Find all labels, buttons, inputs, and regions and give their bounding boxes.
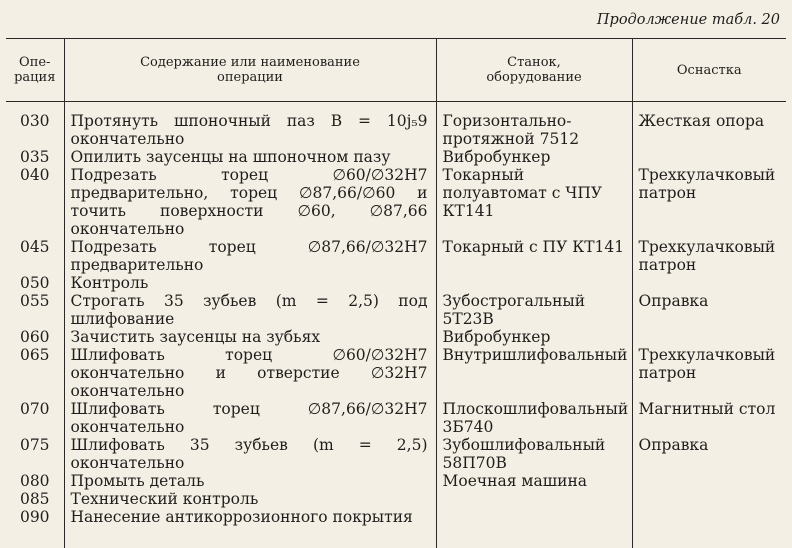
operation-machine	[436, 508, 632, 548]
operation-machine	[436, 490, 632, 508]
table-row	[6, 238, 786, 274]
operation-content: Нанесение антикоррозионного покрытия	[64, 508, 436, 548]
operation-content: Промыть деталь	[64, 472, 436, 490]
operation-tooling: Жесткая опора	[632, 102, 786, 149]
table-body	[6, 102, 786, 548]
operation-machine: Токарный полуавтомат с ЧПУ КТ141	[436, 166, 632, 238]
operation-tooling: Трехкулачковый патрон	[632, 238, 786, 274]
operation-tooling	[632, 274, 786, 292]
operation-number: 030	[6, 102, 64, 149]
operation-machine: Вибробункер	[436, 148, 632, 166]
operation-machine: Горизонтально-протяжной 7512	[436, 102, 632, 149]
header-machine: Станок, оборудование	[436, 39, 632, 102]
operation-machine: Плоскошлифовальный 3Б740	[436, 400, 632, 436]
operation-tooling	[632, 148, 786, 166]
operation-content: Протянуть шпоночный паз B = 10j₅9 окончательно	[64, 102, 436, 149]
operation-content: Зачистить заусенцы на зубьях	[64, 328, 436, 346]
table-row	[6, 472, 786, 490]
operation-machine	[436, 274, 632, 292]
operation-tooling	[632, 508, 786, 548]
operation-tooling	[632, 490, 786, 508]
operation-number: 070	[6, 400, 64, 436]
operation-machine: Токарный с ПУ КТ141	[436, 238, 632, 274]
operation-number: 065	[6, 346, 64, 400]
table-row	[6, 274, 786, 292]
operation-number: 060	[6, 328, 64, 346]
table-row	[6, 346, 786, 400]
operation-content: Шлифовать торец ∅60/∅32H7 окончательно и отверстие ∅32H7 окончательно	[64, 346, 436, 400]
header-content: Содержание или наименование операции	[64, 39, 436, 102]
operation-tooling: Оправка	[632, 292, 786, 328]
operation-content: Контроль	[64, 274, 436, 292]
table-row	[6, 508, 786, 548]
operation-content: Шлифовать 35 зубьев (m = 2,5) окончательно	[64, 436, 436, 472]
table-row	[6, 400, 786, 436]
operation-tooling: Магнитный стол	[632, 400, 786, 436]
table-row	[6, 490, 786, 508]
operation-machine: Зубошлифовальный 58П70В	[436, 436, 632, 472]
operation-content: Шлифовать торец ∅87,66/∅32H7 окончательно	[64, 400, 436, 436]
operation-tooling: Оправка	[632, 436, 786, 472]
operation-number: 090	[6, 508, 64, 548]
table-row	[6, 148, 786, 166]
header-tooling: Оснастка	[632, 39, 786, 102]
operation-tooling: Трехкулачковый патрон	[632, 346, 786, 400]
table-row	[6, 436, 786, 472]
operation-number: 075	[6, 436, 64, 472]
operation-number: 080	[6, 472, 64, 490]
operation-machine: Моечная машина	[436, 472, 632, 490]
operation-machine: Внутришлифовальный	[436, 346, 632, 400]
operation-content: Подрезать торец ∅60/∅32H7 предварительно, торец ∅87,66/∅60 и точить поверхности ∅60, ∅87,66 окончательно	[64, 166, 436, 238]
operation-number: 040	[6, 166, 64, 238]
operation-number: 050	[6, 274, 64, 292]
operation-content: Строгать 35 зубьев (m = 2,5) под шлифование	[64, 292, 436, 328]
operation-tooling: Трехкулачковый патрон	[632, 166, 786, 238]
operation-number: 055	[6, 292, 64, 328]
table-row	[6, 328, 786, 346]
operation-machine: Вибробункер	[436, 328, 632, 346]
table-caption: Продолжение табл. 20	[597, 12, 780, 28]
operation-tooling	[632, 328, 786, 346]
operation-number: 085	[6, 490, 64, 508]
operation-machine: Зубострогальный 5Т23В	[436, 292, 632, 328]
table-row	[6, 292, 786, 328]
operations-table	[6, 38, 786, 548]
header-operation: Опе- рация	[6, 39, 64, 102]
operation-content: Технический контроль	[64, 490, 436, 508]
table-row	[6, 102, 786, 149]
table-row	[6, 166, 786, 238]
operation-number: 035	[6, 148, 64, 166]
operation-tooling	[632, 472, 786, 490]
table-header-row	[6, 39, 786, 102]
operation-content: Подрезать торец ∅87,66/∅32H7 предварительно	[64, 238, 436, 274]
operation-content: Опилить заусенцы на шпоночном пазу	[64, 148, 436, 166]
operation-number: 045	[6, 238, 64, 274]
